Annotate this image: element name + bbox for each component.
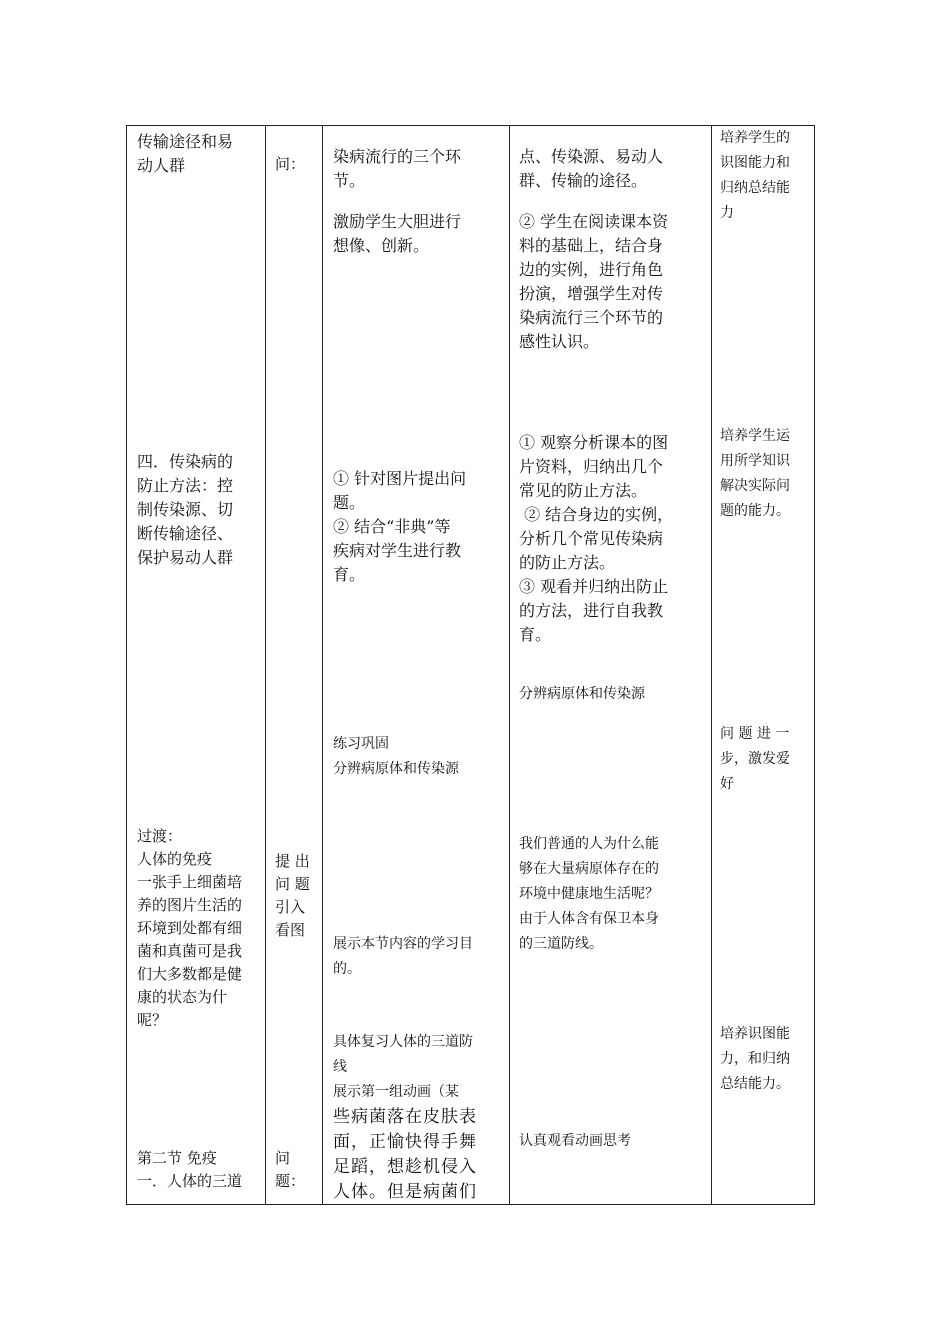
teacher-encourage: 激励学生大胆进行 想像、创新。 (333, 212, 462, 255)
column-divider (711, 126, 712, 1204)
content-prevention-methods: 四．传染病的 防止方法：控 制传染源、切 断传输途径、 保护易动人群 (137, 452, 234, 567)
content-transition: 过渡： 人体的免疫 一张手上细菌培 养的图片生活的 环境到处都有细 菌和真菌可是我 们大多数都是健 康的状态为什 呢？ (137, 827, 243, 1029)
column-divider (509, 126, 510, 1204)
student-role-play: ② 学生在阅读课本资 料的基础上，结合身 边的实例，进行角色 扮演，增强学生对传 染病流行三个环节的 感性认识。 (519, 212, 669, 351)
content-section-immunity: 第二节 免疫 一．人体的三道 (137, 1149, 243, 1190)
purpose-recognition: 培养学生的 识图能力和 归纳总结能 力 (720, 130, 790, 221)
teacher-animation-description: 些病菌落在皮肤表 面，正愉快得手舞 足蹈，想趁机侵入 人体。但是病菌们 (333, 1107, 477, 1202)
method-question: 问： (275, 155, 306, 173)
teacher-picture-question: ① 针对图片提出问 题。 ② 结合“非典”等 疾病对学生进行教 育。 (333, 469, 467, 584)
student-watch-animation: 认真观看动画思考 (519, 1133, 631, 1149)
purpose-apply-knowledge: 培养学生运 用所学知识 解决实际问 题的能力。 (720, 428, 790, 519)
teacher-three-links: 染病流行的三个环 节。 (333, 147, 462, 190)
method-raise-question: 提 出 问 题 引入 看图 (275, 852, 310, 939)
student-observe-analyze: ① 观察分析课本的图 片资料，归纳出几个 常见的防止方法。 ② 结合身边的实例， 分析几个常见传染病 的防止方法。 ③ 观看并归纳出防止 的方法，进行自我教 育。 (519, 433, 674, 644)
column-divider (265, 126, 266, 1204)
column-divider (322, 126, 323, 1204)
lesson-plan-table (126, 125, 815, 1205)
student-links-summary: 点、传染源、易动人 群、传输的途径。 (519, 147, 664, 190)
student-why-healthy: 我们普通的人为什么能 够在大量病原体存在的 环境中健康地生活呢？ 由于人体含有保卫本身 的三道防线。 (519, 836, 659, 952)
content-transmission-route: 传输途径和易 动人群 (137, 132, 234, 175)
purpose-summarize: 培养识图能 力，和归纳 总结能力。 (720, 1026, 790, 1092)
method-question-2: 问 题： (275, 1149, 306, 1190)
teacher-practice: 练习巩固 分辨病原体和传染源 (333, 736, 459, 777)
purpose-interest: 问 题 进 一 步，激发爱 好 (720, 726, 790, 792)
teacher-review-defense: 具体复习人体的三道防 线 展示第一组动画（某 (333, 1034, 473, 1100)
teacher-learning-goals: 展示本节内容的学习目 的。 (333, 936, 473, 977)
student-distinguish: 分辨病原体和传染源 (519, 686, 645, 702)
